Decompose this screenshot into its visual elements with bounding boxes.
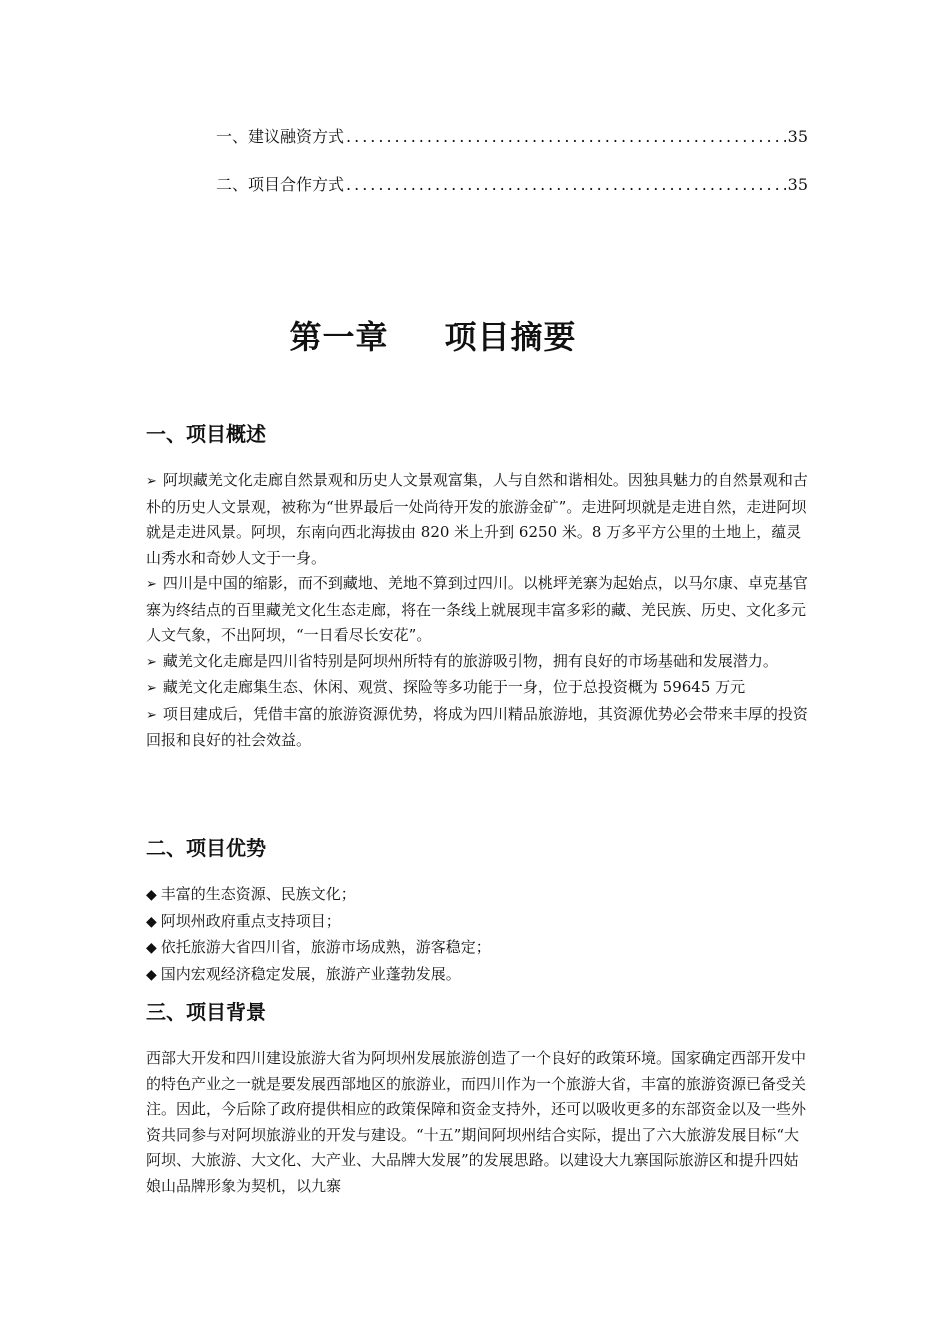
arrow-bullet-icon: ➢ — [146, 681, 157, 696]
list-item: ◆ 国内宏观经济稳定发展，旅游产业蓬勃发展。 — [146, 964, 461, 983]
toc-entry-title: 二、项目合作方式 — [216, 175, 345, 194]
toc-entry[interactable] — [216, 124, 808, 148]
chapter-number: 第一章 — [289, 318, 389, 356]
list-item: ➢ 藏羌文化走廊是四川省特别是阿坝州所特有的旅游吸引物，拥有良好的市场基础和发展潜力。 — [146, 651, 778, 670]
section-advantages-body — [146, 882, 811, 988]
toc-leader-dots — [346, 175, 786, 194]
diamond-bullet-icon: ◆ — [146, 940, 157, 956]
list-item: ➢ 项目建成后，凭借丰富的旅游资源优势，将成为四川精品旅游地，其资源优势必会带来丰厚的投资回报和良好的社会效益。 — [146, 704, 808, 749]
toc-entry-title: 一、建议融资方式 — [216, 127, 345, 146]
arrow-bullet-icon: ➢ — [146, 654, 157, 670]
arrow-bullet-icon: ➢ — [146, 577, 157, 592]
table-of-contents — [216, 124, 808, 220]
list-item: ➢ 阿坝藏羌文化走廊自然景观和历史人文景观富集，人与自然和谐相处。因独具魅力的自然景观和古朴的历史人文景观，被称为“世界最后一处尚待开发的旅游金矿”。走进阿坝就是走进自然，走进阿坝就是走进风景。阿坝，东南向西北海拔由 820 米上升到 6250 米。8 万多平方公里的土地上，蕴灵山秀水和奇妙人文于一身。 — [146, 471, 808, 567]
arrow-bullet-icon: ➢ — [146, 707, 157, 723]
diamond-bullet-icon: ◆ — [146, 966, 157, 983]
list-item: ➢ 四川是中国的缩影，而不到藏地、羌地不算到过四川。以桃坪羌寨为起始点，以马尔康、卓克基官寨为终结点的百里藏羌文化生态走廊，将在一条线上就展现丰富多彩的藏、羌民族、历史、文化多元人文气象，不出阿坝，“一日看尽长安花”。 — [146, 574, 808, 644]
section-heading-overview: 一、项目概述 — [146, 422, 266, 446]
section-overview-body — [146, 468, 811, 754]
toc-entry-page: 35 — [787, 175, 808, 194]
toc-entry[interactable] — [216, 172, 808, 196]
section-heading-background: 三、项目背景 — [146, 1000, 266, 1024]
paragraph: 西部大开发和四川建设旅游大省为阿坝州发展旅游创造了一个良好的政策环境。国家确定西部开发中的特色产业之一就是要发展西部地区的旅游业，而四川作为一个旅游大省，丰富的旅游资源已备受关注。因此，今后除了政府提供相应的政策保障和资金支持外，还可以吸收更多的东部资金以及一些外资共同参与对阿坝旅游业的开发与建设。“十五”期间阿坝州结合实际，提出了六大旅游发展目标“大阿坝、大旅游、大文化、大产业、大品牌大发展”的发展思路。以建设大九寨国际旅游区和提升四姑娘山品牌形象为契机，以九寨 — [146, 1049, 807, 1195]
list-item: ◆ 丰富的生态资源、民族文化； — [146, 885, 356, 903]
section-heading-advantages: 二、项目优势 — [146, 836, 266, 860]
list-item: ◆ 依托旅游大省四川省，旅游市场成熟，游客稳定； — [146, 938, 491, 956]
arrow-bullet-icon: ➢ — [146, 474, 157, 489]
section-background-body — [146, 1046, 811, 1199]
list-item: ➢ 藏羌文化走廊集生态、休闲、观赏、探险等多功能于一身，位于总投资概为 59645 万元 — [146, 678, 746, 696]
diamond-bullet-icon: ◆ — [146, 887, 157, 903]
chapter-title — [0, 312, 866, 358]
list-item: ◆ 阿坝州政府重点支持项目； — [146, 911, 341, 930]
diamond-bullet-icon: ◆ — [146, 913, 157, 930]
toc-leader-dots — [346, 127, 786, 146]
toc-entry-page: 35 — [787, 127, 808, 146]
chapter-name: 项目摘要 — [444, 318, 577, 356]
